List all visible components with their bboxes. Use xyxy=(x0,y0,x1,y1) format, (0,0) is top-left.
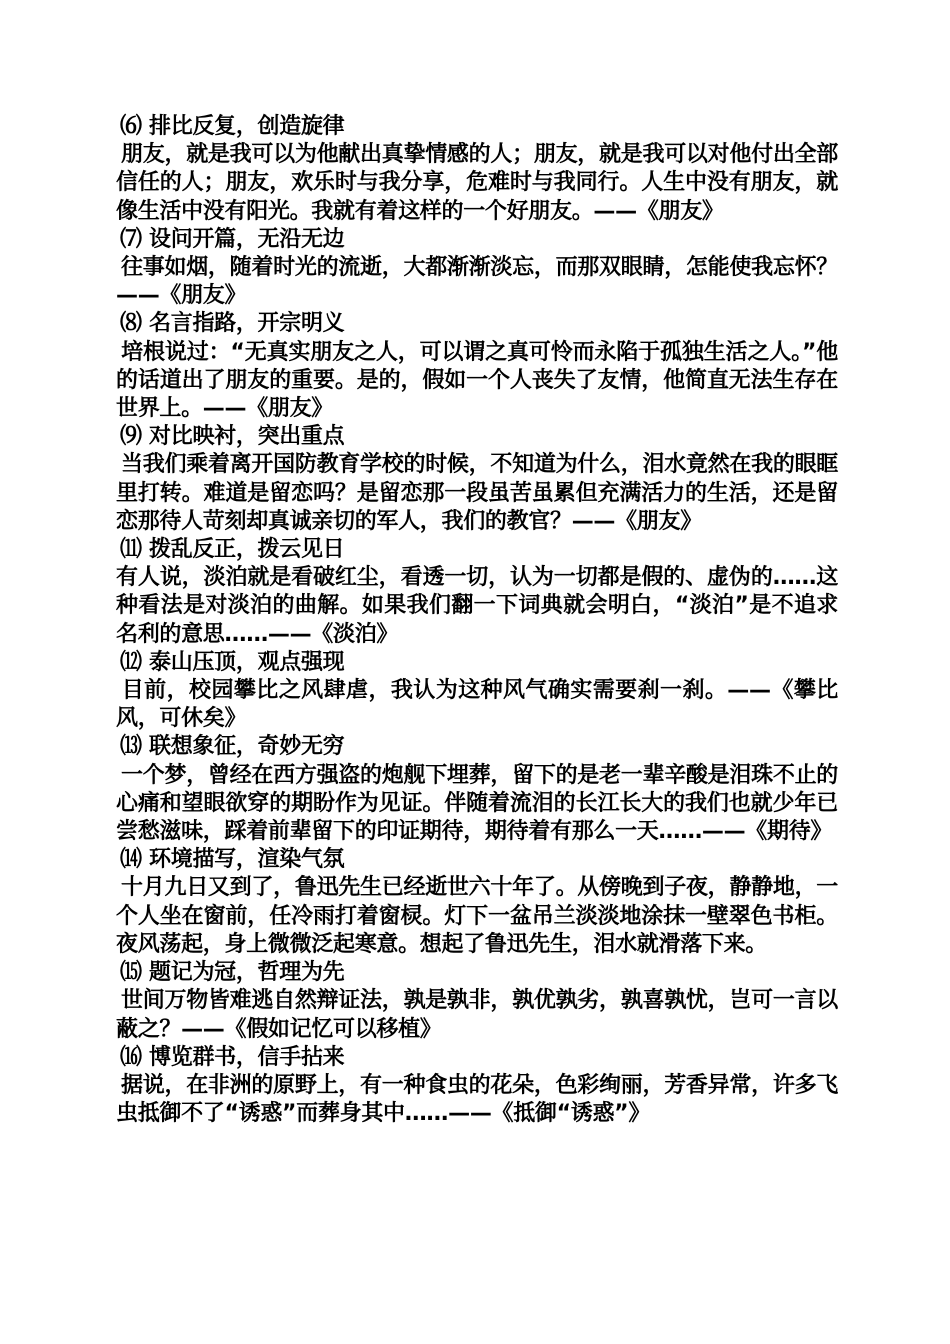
section-12 xyxy=(116,649,838,734)
section-11 xyxy=(116,536,838,649)
section-heading: ⑻ 名言指路，开宗明义 xyxy=(120,311,345,337)
section-body xyxy=(116,987,838,1043)
section-body xyxy=(116,762,838,847)
section-body-text: 朋友，就是我可以为他献出真挚情感的人；朋友，就是我可以对他付出全部信任的人；朋友，欢乐时与我分享，危难时与我同行。人生中没有朋友，就像生活中没有阳光。我就有着这样的一个好朋友。——《朋友》 xyxy=(116,142,838,224)
section-heading: ⒁ 环境描写，渲染气氛 xyxy=(120,847,345,873)
section-body xyxy=(116,677,838,733)
section-6 xyxy=(116,113,838,226)
section-9 xyxy=(116,423,838,536)
section-body xyxy=(116,141,838,226)
section-body-text: 世间万物皆难逃自然辩证法，孰是孰非，孰优孰劣，孰喜孰忧，岂可一言以蔽之？——《假如记忆可以移植》 xyxy=(116,988,838,1042)
section-body xyxy=(116,564,838,649)
section-heading: ⒀ 联想象征，奇妙无穷 xyxy=(120,734,345,760)
section-heading: ⒃ 博览群书，信手拈来 xyxy=(120,1044,345,1070)
section-heading: ⑿ 泰山压顶，观点强现 xyxy=(120,649,345,675)
section-body-text: 一个梦，曾经在西方强盗的炮舰下埋葬，留下的是老一辈辛酸是泪珠不止的心痛和望眼欲穿的期盼作为见证。伴随着流泪的长江长大的我们也就少年已尝愁滋味，踩着前辈留下的印证期待，期待着有那么一天……——《期待》 xyxy=(116,762,838,845)
document-page xyxy=(116,113,838,1128)
section-body-text: 往事如烟，随着时光的流逝，大都渐渐淡忘，而那双眼睛，怎能使我忘怀？——《朋友》 xyxy=(116,255,838,309)
section-body-text: 十月九日又到了，鲁迅先生已经逝世六十年了。从傍晚到子夜，静静地，一个人坐在窗前，任冷雨打着窗棂。灯下一盆吊兰淡淡地涂抹一壁翠色书柜。夜风荡起，身上微微泛起寒意。想起了鲁迅先生，泪水就滑落下来。 xyxy=(116,875,838,957)
section-heading: ⑾ 拨乱反正，拨云见日 xyxy=(120,537,345,563)
section-body-text: 培根说过：“无真实朋友之人，可以谓之真可怜而永陷于孤独生活之人。”他的话道出了朋友的重要。是的，假如一个人丧失了友情，他简直无法生存在世界上。——《朋友》 xyxy=(116,339,838,422)
section-body-text: 有人说，淡泊就是看破红尘，看透一切，认为一切都是假的、虚伪的……这种看法是对淡泊的曲解。如果我们翻一下词典就会明白，“淡泊”是不追求名利的意思……——《淡泊》 xyxy=(116,565,838,647)
section-heading: ⑺ 设问开篇，无沿无边 xyxy=(120,226,345,252)
section-heading: ⑹ 排比反复，创造旋律 xyxy=(120,114,345,139)
section-14 xyxy=(116,846,838,959)
section-16 xyxy=(116,1044,838,1129)
section-7 xyxy=(116,226,838,311)
section-body xyxy=(116,451,838,536)
section-body-text: 据说，在非洲的原野上，有一种食虫的花朵，色彩绚丽，芳香异常，许多飞虫抵御不了“诱惑”而葬身其中……——《抵御“诱惑”》 xyxy=(116,1072,838,1127)
section-heading: ⑼ 对比映衬，突出重点 xyxy=(120,424,345,450)
section-8 xyxy=(116,310,838,423)
section-body xyxy=(116,874,838,959)
section-15 xyxy=(116,959,838,1044)
section-body xyxy=(116,339,838,424)
section-body-text: 当我们乘着离开国防教育学校的时候，不知道为什么，泪水竟然在我的眼眶里打转。难道是留恋吗？是留恋那一段虽苦虽累但充满活力的生活，还是留恋那待人苛刻却真诚亲切的军人，我们的教官？——《朋友》 xyxy=(116,452,838,534)
section-heading: ⒂ 题记为冠，哲理为先 xyxy=(120,960,345,986)
section-body xyxy=(116,1072,838,1128)
section-body xyxy=(116,254,838,310)
section-13 xyxy=(116,733,838,846)
section-body-text: 目前，校园攀比之风肆虐，我认为这种风气确实需要刹一刹。——《攀比风，可休矣》 xyxy=(116,678,838,732)
